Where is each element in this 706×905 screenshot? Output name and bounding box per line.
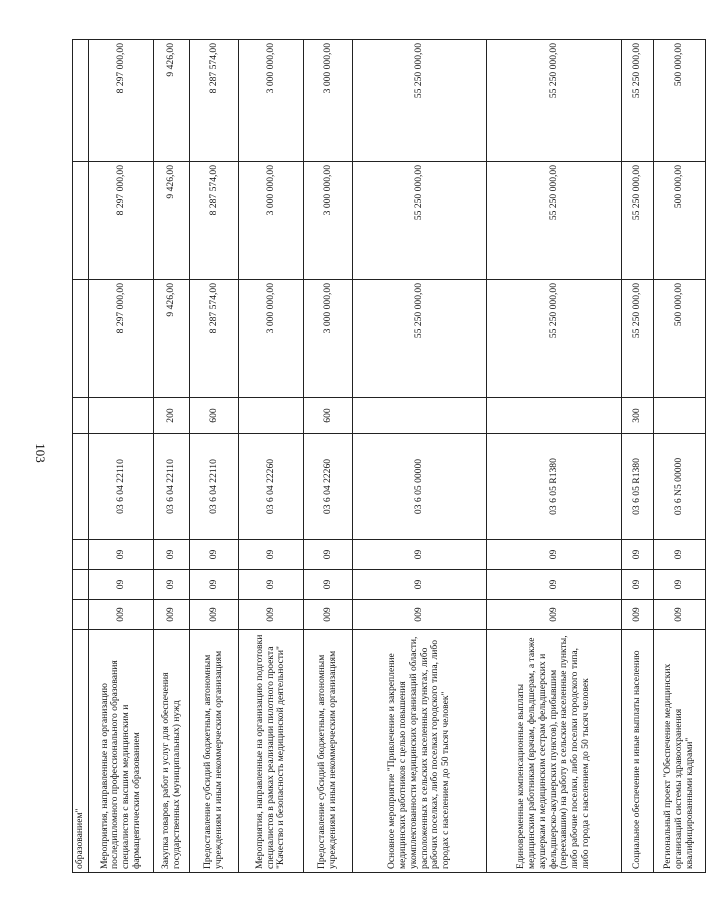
cell-expense-type [89,398,154,434]
cell-amount-1: 500 000,00 [654,280,706,398]
cell-subsection: 09 [622,540,654,570]
table-row [239,40,304,873]
table-row [622,40,654,873]
cell-expense-type [239,398,304,434]
cell-name: Закупка товаров, работ и услуг для обеспечения государственных (муниципальных) нужд [154,630,190,873]
table-row [304,40,353,873]
cell-amount-1: 8 297 000,00 [89,280,154,398]
cell-target-article: 03 6 04 22110 [89,434,154,540]
cell-name: образованием" [73,630,89,873]
cell-admin-code: 009 [487,600,622,630]
cell-section: 09 [89,570,154,600]
cell-amount-1: 55 250 000,00 [622,280,654,398]
cell-amount-3: 3 000 000,00 [304,40,353,162]
cell-section [73,570,89,600]
cell-amount-2: 3 000 000,00 [239,162,304,280]
table-row [353,40,487,873]
cell-name: Единовременные компенсационные выплаты медицинским работникам (врачам, фельдшерам, а также акушеркам и медицинским сестрам фельдшерских и фельдшерско-акушерских пунктов), прибывшим (переехавшим) на работу в сельские населенные пункты, либо рабочие поселки, либо поселки городского типа, либо города с населением до 50 тысяч человек [487,630,622,873]
cell-subsection: 09 [190,540,239,570]
cell-expense-type: 200 [154,398,190,434]
cell-amount-1: 8 287 574,00 [190,280,239,398]
cell-amount-3: 8 297 000,00 [89,40,154,162]
cell-name: Социальное обеспечение и иные выплаты населению [622,630,654,873]
cell-expense-type: 600 [304,398,353,434]
cell-name: Мероприятия, направленные на организацию подготовки специалистов в рамках реализации пилотного проекта "Качество и безопасность медицинской деятельности" [239,630,304,873]
cell-amount-3: 8 287 574,00 [190,40,239,162]
cell-expense-type: 300 [622,398,654,434]
cell-expense-type [487,398,622,434]
cell-section: 09 [154,570,190,600]
cell-target-article: 03 6 04 22260 [304,434,353,540]
table-row [154,40,190,873]
cell-target-article: 03 6 05 00000 [353,434,487,540]
cell-amount-2: 3 000 000,00 [304,162,353,280]
cell-admin-code: 009 [154,600,190,630]
cell-amount-1: 3 000 000,00 [239,280,304,398]
cell-subsection [73,540,89,570]
cell-section: 09 [353,570,487,600]
cell-admin-code: 009 [89,600,154,630]
cell-amount-2: 55 250 000,00 [353,162,487,280]
cell-admin-code: 009 [654,600,706,630]
cell-name: Предоставление субсидий бюджетным, автономным учреждениям и иным некоммерческим организациям [190,630,239,873]
cell-subsection: 09 [154,540,190,570]
table-row [190,40,239,873]
cell-amount-3: 9 426,00 [154,40,190,162]
cell-section: 09 [622,570,654,600]
rotated-table-container [72,40,695,873]
cell-section: 09 [190,570,239,600]
table-row [487,40,622,873]
cell-name: Предоставление субсидий бюджетным, автономным учреждениям и иным некоммерческим организациям [304,630,353,873]
cell-admin-code: 009 [353,600,487,630]
cell-amount-2: 9 426,00 [154,162,190,280]
cell-amount-1: 55 250 000,00 [353,280,487,398]
cell-amount-3: 3 000 000,00 [239,40,304,162]
cell-subsection: 09 [487,540,622,570]
cell-expense-type [654,398,706,434]
cell-amount-3: 500 000,00 [654,40,706,162]
cell-amount-2 [73,162,89,280]
cell-section: 09 [654,570,706,600]
cell-target-article: 03 6 04 22260 [239,434,304,540]
cell-amount-1 [73,280,89,398]
cell-amount-3: 55 250 000,00 [353,40,487,162]
cell-expense-type [73,398,89,434]
cell-section: 09 [239,570,304,600]
cell-target-article [73,434,89,540]
table-row [89,40,154,873]
cell-amount-2: 8 287 574,00 [190,162,239,280]
cell-target-article: 03 6 04 22110 [154,434,190,540]
cell-amount-1: 9 426,00 [154,280,190,398]
cell-target-article: 03 6 05 R1380 [487,434,622,540]
cell-amount-2: 500 000,00 [654,162,706,280]
cell-expense-type [353,398,487,434]
cell-subsection: 09 [239,540,304,570]
cell-expense-type: 600 [190,398,239,434]
cell-admin-code [73,600,89,630]
cell-amount-3: 55 250 000,00 [622,40,654,162]
cell-target-article: 03 6 N5 00000 [654,434,706,540]
cell-admin-code: 009 [190,600,239,630]
cell-amount-3 [73,40,89,162]
budget-table [72,39,706,873]
page-number: 103 [33,443,48,463]
cell-target-article: 03 6 04 22110 [190,434,239,540]
cell-subsection: 09 [654,540,706,570]
cell-target-article: 03 6 05 R1380 [622,434,654,540]
cell-subsection: 09 [89,540,154,570]
cell-subsection: 09 [353,540,487,570]
cell-name: Основное мероприятие "Привлечение и закрепление медицинских работников с целью повышения укомплектованности медицинских организаций области, расположенных в сельских населенных пунктах, либо рабочих поселках, либо поселках городского типа, либо городах с населением до 50 тысяч человек" [353,630,487,873]
cell-subsection: 09 [304,540,353,570]
cell-amount-3: 55 250 000,00 [487,40,622,162]
cell-admin-code: 009 [304,600,353,630]
cell-amount-2: 8 297 000,00 [89,162,154,280]
cell-amount-1: 55 250 000,00 [487,280,622,398]
cell-amount-2: 55 250 000,00 [487,162,622,280]
cell-admin-code: 009 [622,600,654,630]
cell-amount-2: 55 250 000,00 [622,162,654,280]
table-row [73,40,89,873]
cell-section: 09 [487,570,622,600]
cell-name: Мероприятия, направленные на организацию последипломного профессионального образования специалистов с высшим медицинским и фармацевтическим образованием [89,630,154,873]
cell-section: 09 [304,570,353,600]
table-row [654,40,706,873]
cell-name: Региональный проект "Обеспечение медицинских организаций системы здравоохранения квалифицированными кадрами" [654,630,706,873]
cell-amount-1: 3 000 000,00 [304,280,353,398]
cell-admin-code: 009 [239,600,304,630]
